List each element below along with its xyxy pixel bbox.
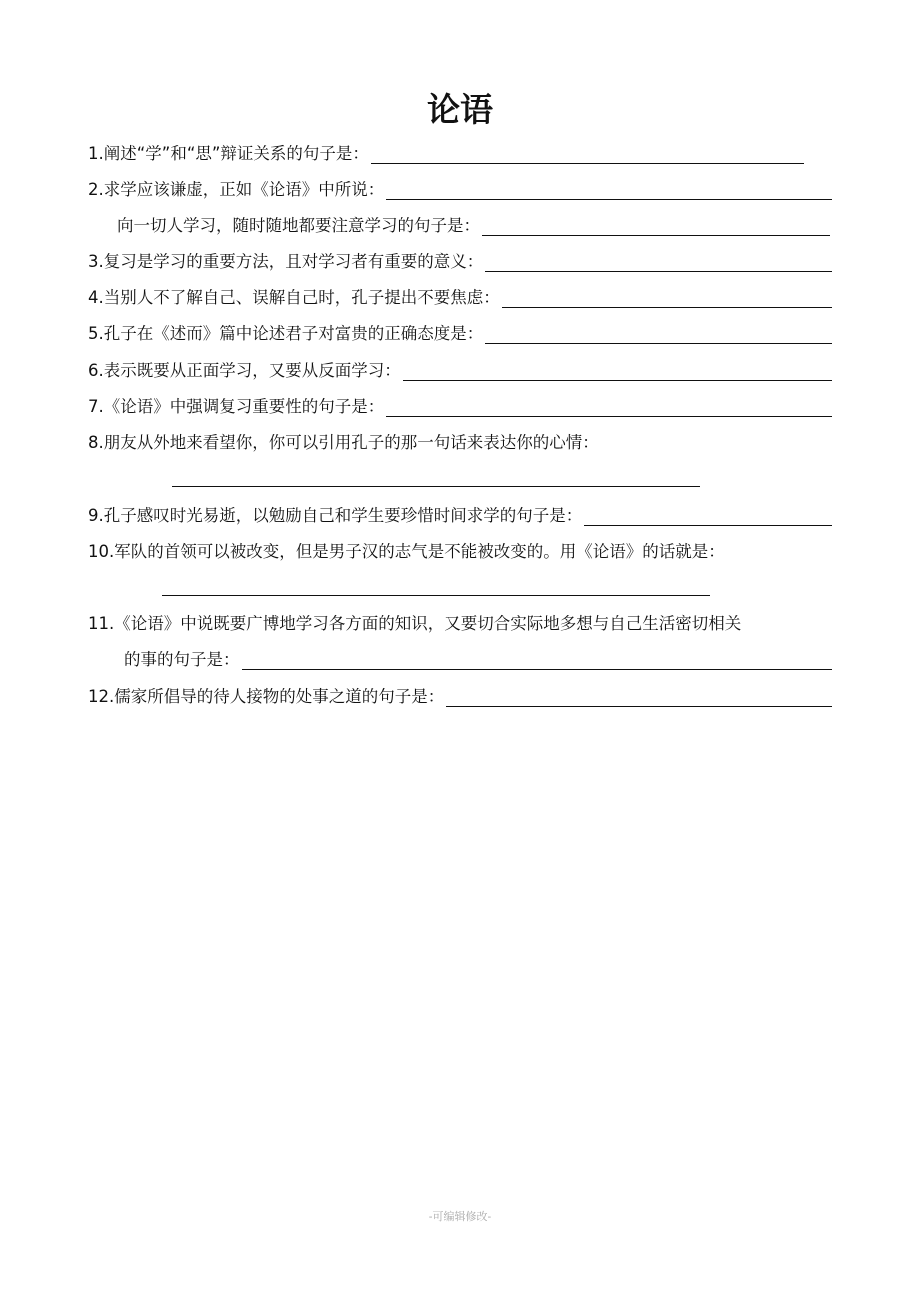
question-text: 1.阐述“学”和“思”辩证关系的句子是： [88, 144, 369, 163]
answer-blank[interactable] [162, 595, 710, 596]
question-2 [88, 176, 832, 204]
question-text: 12.儒家所倡导的待人接物的处事之道的句子是： [88, 687, 445, 706]
footer-note: -可编辑修改- [428, 1210, 492, 1223]
question-text: 向一切人学习，随时随地都要注意学习的句子是： [117, 216, 480, 235]
question-text: 的事的句子是： [124, 650, 240, 669]
answer-blank[interactable] [371, 163, 804, 164]
answer-blank[interactable] [386, 416, 832, 417]
answer-blank[interactable] [172, 486, 700, 487]
question-text: 6.表示既要从正面学习，又要从反面学习： [88, 361, 401, 380]
answer-blank[interactable] [584, 525, 832, 526]
question-5 [88, 320, 832, 348]
question-text: 3.复习是学习的重要方法，且对学习者有重要的意义： [88, 252, 484, 271]
question-9 [88, 502, 832, 530]
question-2-part-2 [117, 212, 830, 240]
question-1 [88, 140, 804, 168]
question-text: 7.《论语》中强调复习重要性的句子是： [88, 397, 385, 416]
answer-blank[interactable] [485, 343, 832, 344]
answer-blank[interactable] [482, 235, 830, 236]
question-10 [88, 538, 832, 566]
answer-blank[interactable] [386, 199, 832, 200]
question-text: 8.朋友从外地来看望你，你可以引用孔子的那一句话来表达你的心情： [88, 433, 599, 452]
question-4 [88, 284, 832, 312]
answer-blank[interactable] [485, 271, 832, 272]
question-text: 11.《论语》中说既要广博地学习各方面的知识，又要切合实际地多想与自己生活密切相关 [88, 614, 742, 633]
question-8 [88, 429, 832, 457]
answer-blank[interactable] [242, 669, 833, 670]
question-text: 4.当别人不了解自己、误解自己时，孔子提出不要焦虑： [88, 288, 500, 307]
question-7 [88, 393, 832, 421]
question-3 [88, 248, 832, 276]
answer-blank[interactable] [403, 380, 832, 381]
question-11 [88, 610, 832, 638]
page-title: 论语 [427, 90, 493, 129]
question-11-part-2 [124, 646, 832, 674]
question-text: 2.求学应该谦虚，正如《论语》中所说： [88, 180, 385, 199]
question-text: 9.孔子感叹时光易逝，以勉励自己和学生要珍惜时间求学的句子是： [88, 506, 583, 525]
question-text: 5.孔子在《述而》篇中论述君子对富贵的正确态度是： [88, 324, 484, 343]
question-12 [88, 683, 832, 711]
question-6 [88, 357, 832, 385]
answer-blank[interactable] [502, 307, 832, 308]
answer-blank[interactable] [446, 706, 832, 707]
question-text: 10.军队的首领可以被改变，但是男子汉的志气是不能被改变的。用《论语》的话就是： [88, 542, 725, 561]
